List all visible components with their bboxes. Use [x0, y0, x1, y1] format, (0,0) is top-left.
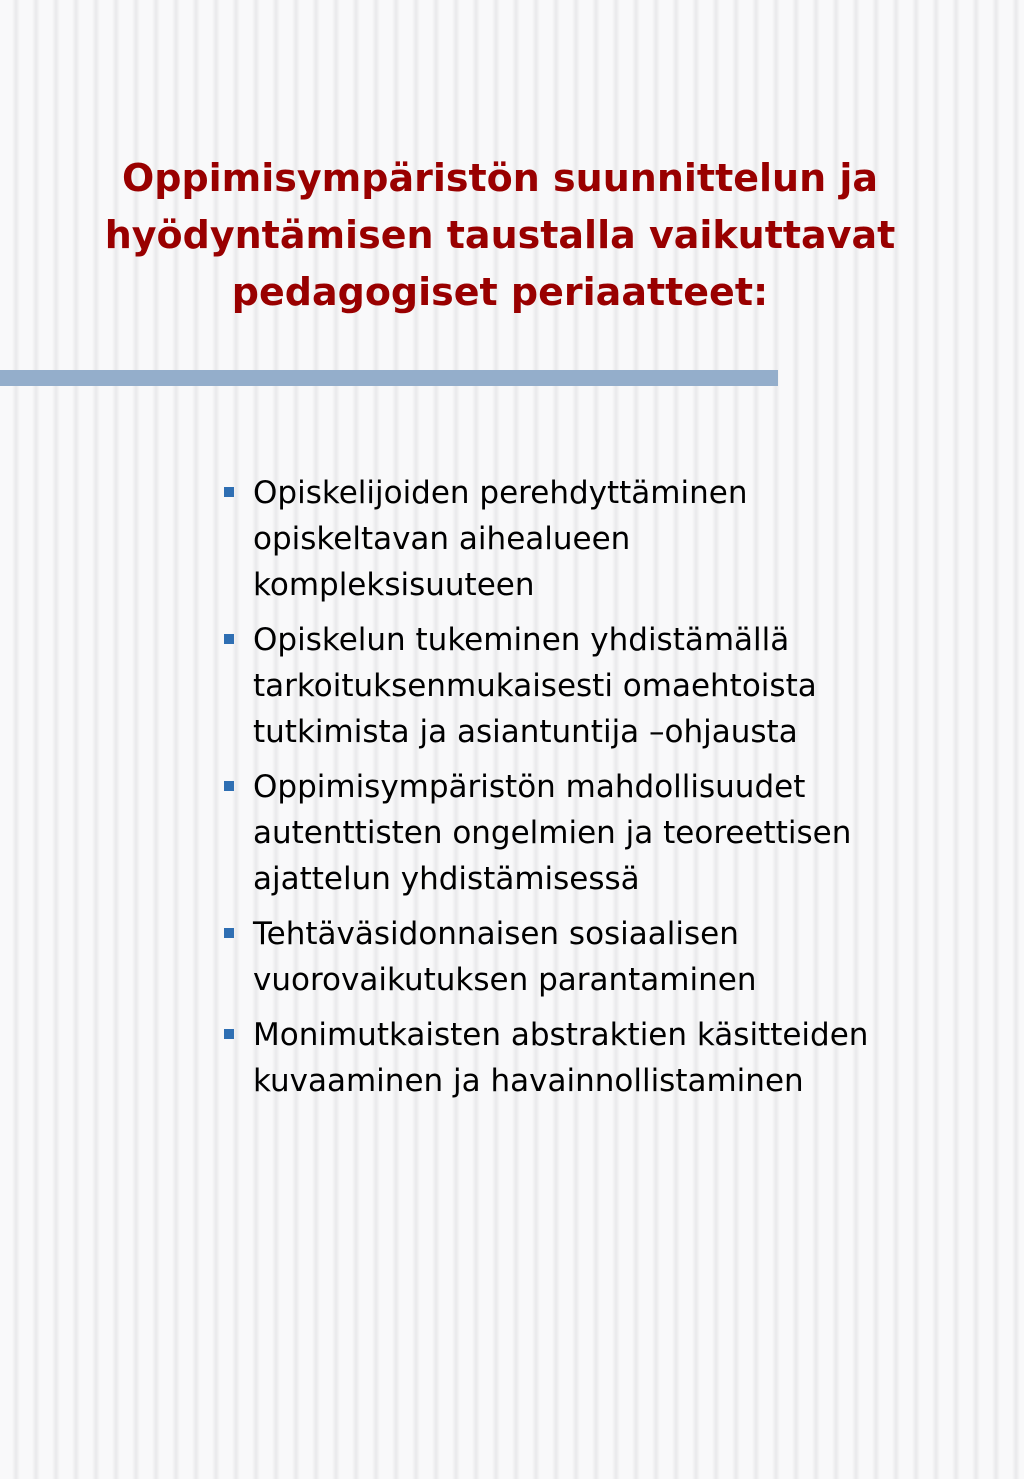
slide-title: Oppimisympäristön suunnittelun ja hyödyntämisen taustalla vaikuttavat pedagogiset periaatteet:: [104, 156, 896, 314]
bullet-text: Tehtäväsidonnaisen sosiaalisen vuorovaikutuksen parantaminen: [253, 916, 757, 998]
square-bullet-icon: [224, 634, 234, 644]
bullet-item: [218, 470, 918, 608]
bullet-item: [218, 617, 918, 755]
bullet-text: Opiskelun tukeminen yhdistämällä tarkoituksenmukaisesti omaehtoista tutkimista ja asiantuntija –ohjausta: [253, 622, 817, 750]
bullet-text: Opiskelijoiden perehdyttäminen opiskeltavan aihealueen kompleksisuuteen: [253, 475, 748, 603]
bullet-item: [218, 764, 918, 902]
bullet-text: Oppimisympäristön mahdollisuudet autenttisten ongelmien ja teoreettisen ajattelun yhdistämisessä: [253, 769, 852, 897]
bullet-item: [218, 911, 918, 1003]
bullet-text: Monimutkaisten abstraktien käsitteiden kuvaaminen ja havainnollistaminen: [253, 1017, 869, 1099]
square-bullet-icon: [224, 928, 234, 938]
square-bullet-icon: [224, 781, 234, 791]
title-divider: [0, 370, 778, 386]
bullet-list: [218, 470, 918, 1113]
square-bullet-icon: [224, 1029, 234, 1039]
square-bullet-icon: [224, 487, 234, 497]
bullet-item: [218, 1012, 918, 1104]
